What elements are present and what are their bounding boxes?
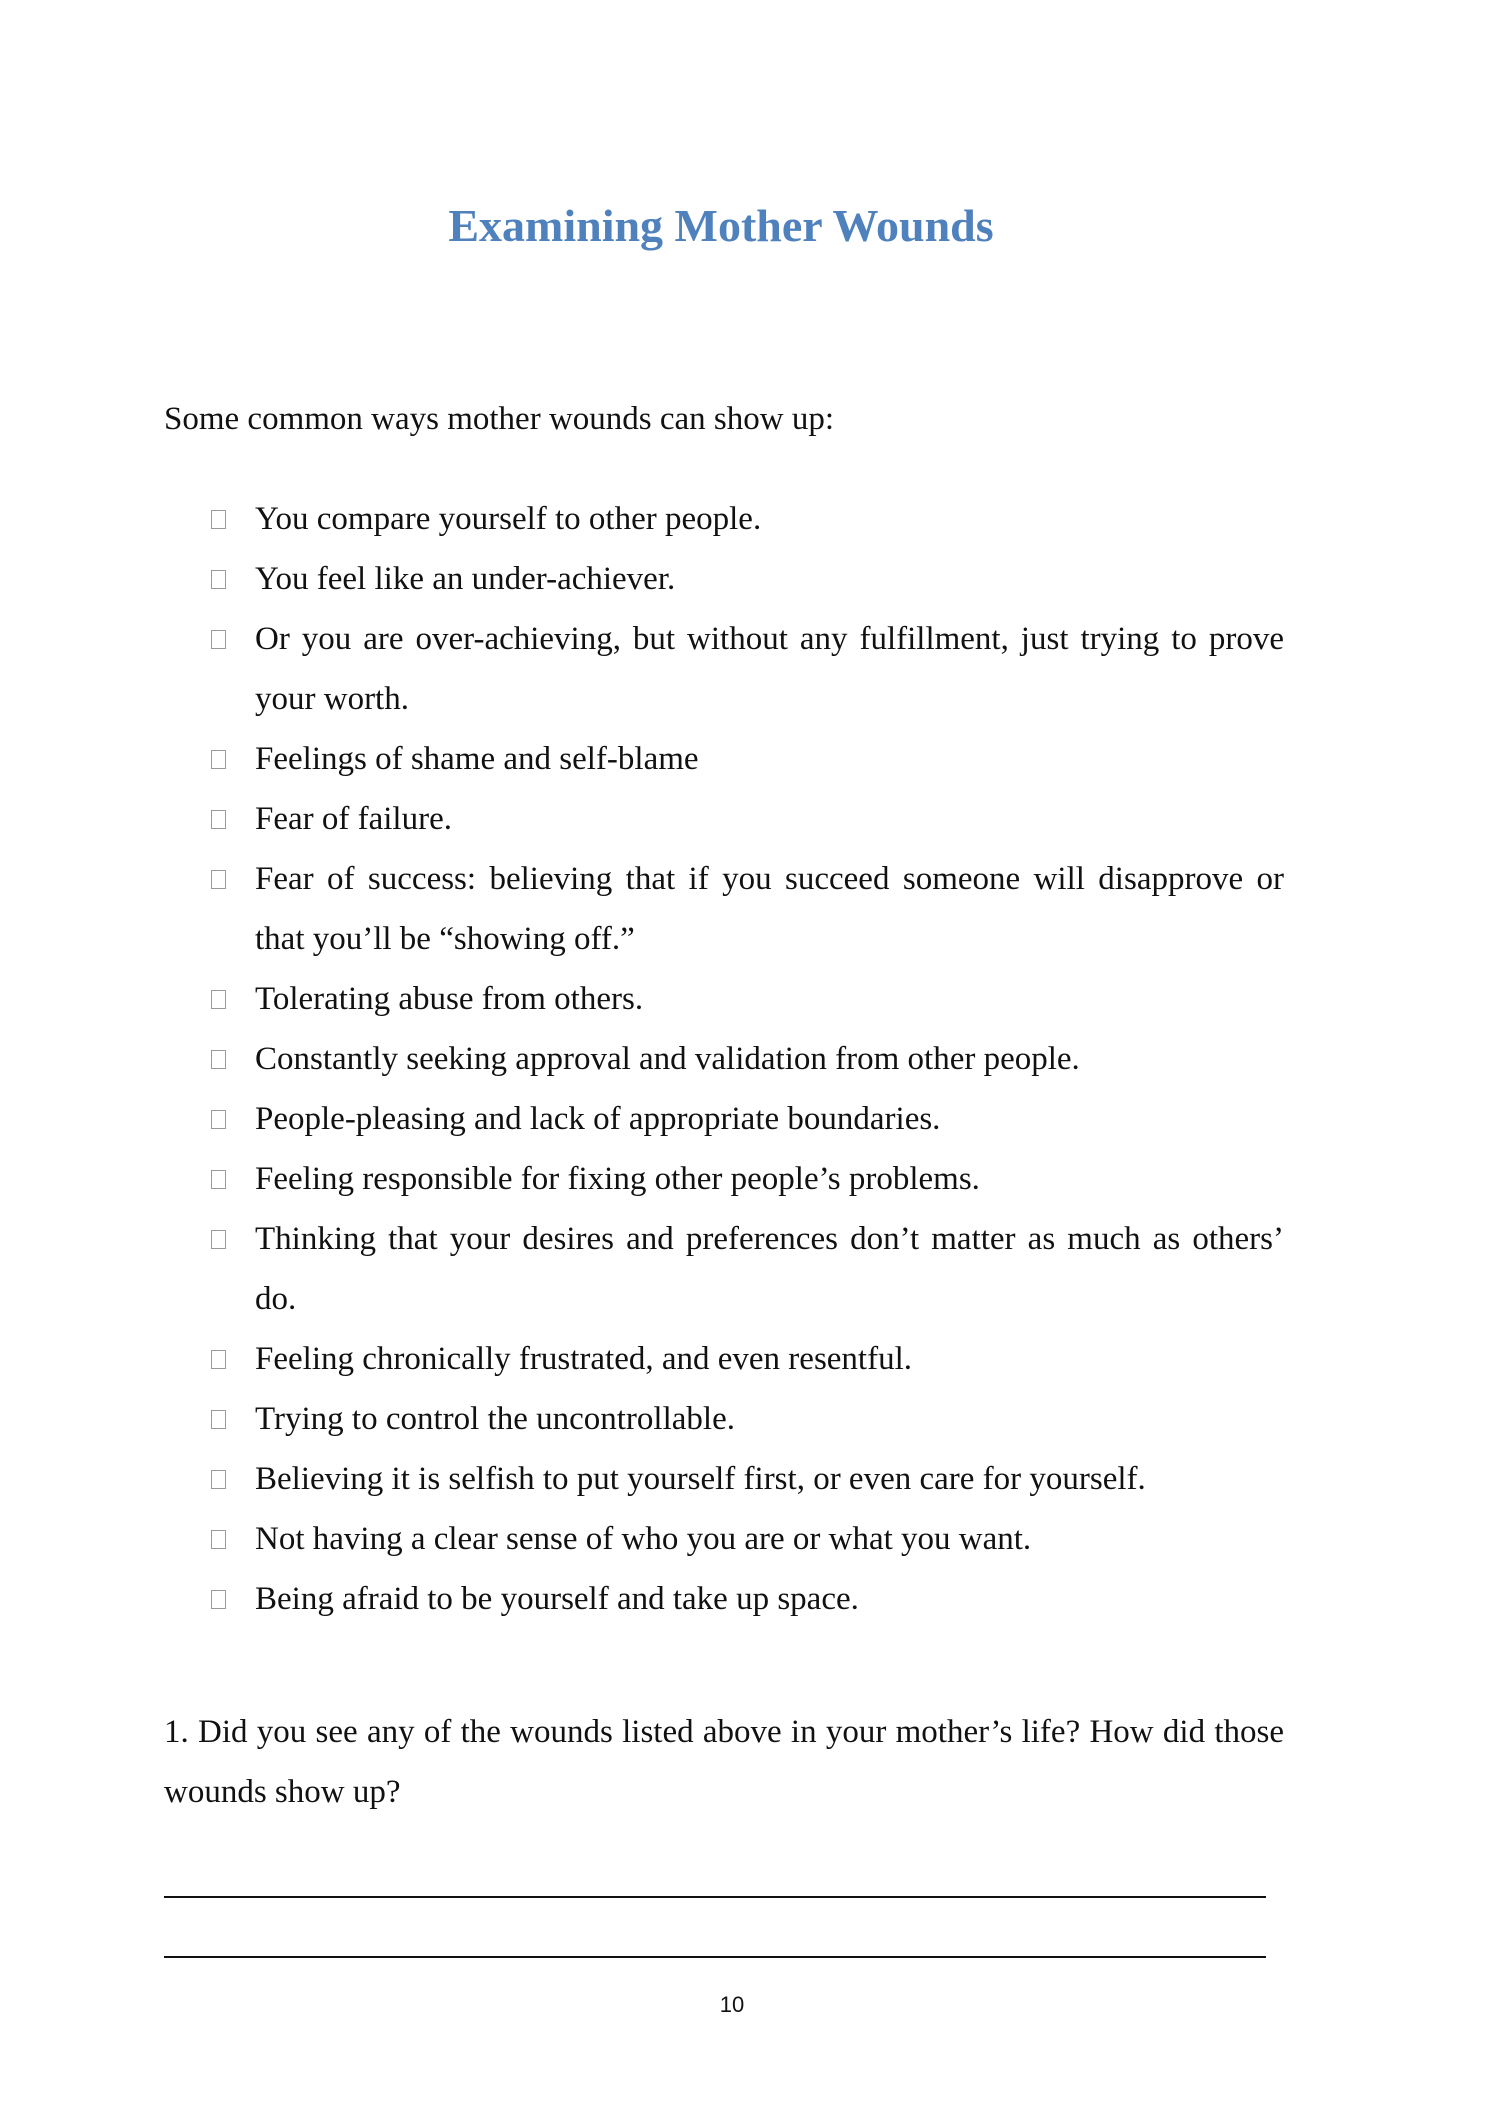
list-item [164, 969, 1284, 1029]
list-item [164, 1029, 1284, 1089]
list-item-text: People-pleasing and lack of appropriate boundaries. [255, 1101, 941, 1137]
page-title: Examining Mother Wounds [448, 200, 994, 251]
answer-line[interactable] [164, 1896, 1266, 1898]
list-item-text: You compare yourself to other people. [255, 501, 762, 537]
list-item [164, 1509, 1284, 1569]
checklist [164, 489, 1284, 1629]
empty-checkbox-icon[interactable] [211, 1050, 226, 1069]
list-item-text: Trying to control the uncontrollable. [255, 1401, 735, 1437]
empty-checkbox-icon[interactable] [211, 630, 226, 649]
list-item-text: Or you are over-achieving, but without any fulfillment, just trying to prove your worth. [255, 621, 1284, 717]
list-item [164, 609, 1284, 729]
list-item [164, 1389, 1284, 1449]
list-item-text: Not having a clear sense of who you are or what you want. [255, 1521, 1032, 1557]
list-item-text: Feeling responsible for fixing other people’s problems. [255, 1161, 980, 1197]
list-item-text: Fear of failure. [255, 801, 452, 837]
list-item-text: Feelings of shame and self-blame [255, 741, 699, 777]
empty-checkbox-icon[interactable] [211, 1230, 226, 1249]
list-item [164, 489, 1284, 549]
list-item [164, 1089, 1284, 1149]
list-item [164, 729, 1284, 789]
intro-text: Some common ways mother wounds can show up: [164, 401, 835, 437]
reflection-question: 1. Did you see any of the wounds listed above in your mother’s life? How did those wounds show up? [164, 1714, 1284, 1810]
empty-checkbox-icon[interactable] [211, 810, 226, 829]
list-item [164, 1149, 1284, 1209]
page-number: 10 [719, 1992, 745, 2017]
list-item-text: Tolerating abuse from others. [255, 981, 644, 1017]
list-item-text: Being afraid to be yourself and take up space. [255, 1581, 859, 1617]
empty-checkbox-icon[interactable] [211, 1410, 226, 1429]
empty-checkbox-icon[interactable] [211, 990, 226, 1009]
list-item-text: Fear of success: believing that if you succeed someone will disapprove or that you’ll be “showing off.” [255, 861, 1284, 957]
list-item [164, 849, 1284, 969]
empty-checkbox-icon[interactable] [211, 510, 226, 529]
list-item-text: Constantly seeking approval and validation from other people. [255, 1041, 1080, 1077]
list-item-text: You feel like an under-achiever. [255, 561, 676, 597]
answer-line[interactable] [164, 1956, 1266, 1958]
empty-checkbox-icon[interactable] [211, 570, 226, 589]
list-item [164, 1569, 1284, 1629]
list-item [164, 1209, 1284, 1329]
empty-checkbox-icon[interactable] [211, 1530, 226, 1549]
empty-checkbox-icon[interactable] [211, 750, 226, 769]
list-item [164, 789, 1284, 849]
list-item-text: Believing it is selfish to put yourself first, or even care for yourself. [255, 1461, 1146, 1497]
empty-checkbox-icon[interactable] [211, 1590, 226, 1609]
list-item-text: Feeling chronically frustrated, and even resentful. [255, 1341, 913, 1377]
empty-checkbox-icon[interactable] [211, 1110, 226, 1129]
list-item [164, 549, 1284, 609]
empty-checkbox-icon[interactable] [211, 1470, 226, 1489]
list-item-text: Thinking that your desires and preferences don’t matter as much as others’ do. [255, 1221, 1284, 1317]
list-item [164, 1449, 1284, 1509]
empty-checkbox-icon[interactable] [211, 1350, 226, 1369]
empty-checkbox-icon[interactable] [211, 1170, 226, 1189]
list-item [164, 1329, 1284, 1389]
empty-checkbox-icon[interactable] [211, 870, 226, 889]
